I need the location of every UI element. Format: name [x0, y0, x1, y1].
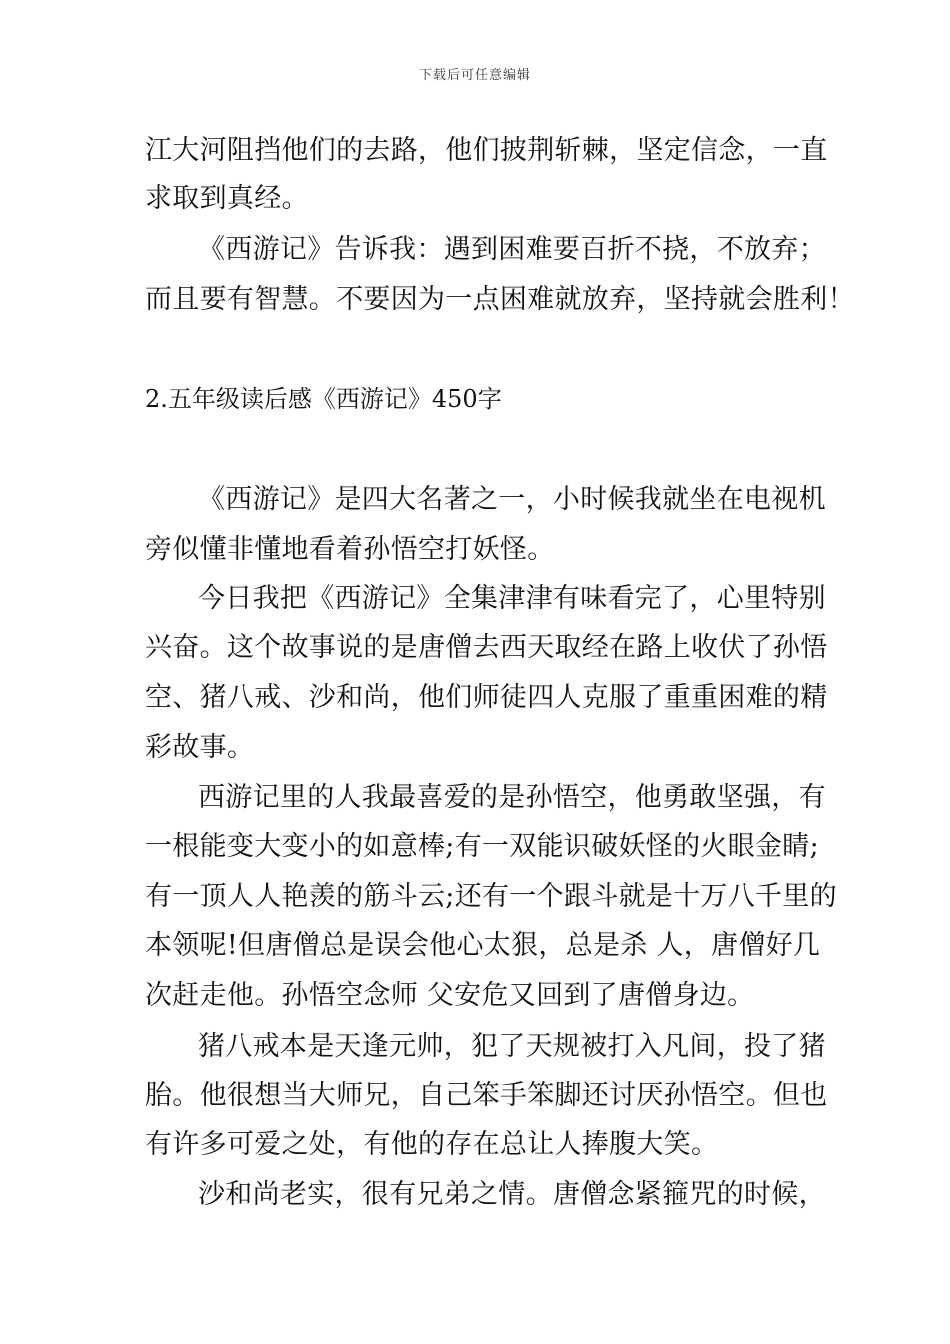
- body-text-line: 今日我把《西游记》全集津津有味看完了，心里特别: [198, 583, 826, 614]
- body-text-line: 《西游记》告诉我：遇到困难要百折不挠，不放弃；: [198, 234, 826, 265]
- body-text-line: 猪八戒本是天逢元帅，犯了天规被打入凡间，投了猪: [198, 1031, 826, 1062]
- body-text-line: 兴奋。这个故事说的是唐僧去西天取经在路上收伏了孙悟: [145, 632, 828, 663]
- body-text-line: 有许多可爱之处，有他的存在总让人捧腹大笑。: [145, 1129, 719, 1160]
- body-text-line: 胎。他很想当大师兄，自己笨手笨脚还讨厌孙悟空。但也: [145, 1080, 828, 1111]
- body-text-line: 本领呢!但唐僧总是误会他心太狠，总是杀 人，唐僧好几: [145, 930, 821, 961]
- body-text-line: 彩故事。: [145, 732, 255, 763]
- body-text-line: 求取到真经。: [145, 183, 309, 214]
- body-text-line: 次赶走他。孙悟空念师 父安危又回到了唐僧身边。: [145, 980, 755, 1011]
- page-header-note: 下载后可任意编辑: [418, 68, 531, 83]
- body-text-line: 有一顶人人艳羡的筋斗云;还有一个跟斗就是十万八千里的: [145, 881, 837, 912]
- body-text-line: 西游记里的人我最喜爱的是孙悟空，他勇敢坚强，有: [198, 782, 826, 813]
- body-text-line: 而且要有智慧。不要因为一点困难就放弃，坚持就会胜利！: [145, 284, 855, 315]
- body-text-line: 江大河阻挡他们的去路，他们披荆斩棘，坚定信念，一直: [145, 135, 828, 166]
- body-text-line: 沙和尚老实，很有兄弟之情。唐僧念紧箍咒的时候，: [198, 1179, 826, 1210]
- body-text-line: 空、猪八戒、沙和尚，他们师徒四人克服了重重困难的精: [145, 682, 828, 713]
- body-text-line: 旁似懂非懂地看着孙悟空打妖怪。: [145, 534, 555, 565]
- body-text-line: 一根能变大变小的如意棒;有一双能识破妖怪的火眼金睛;: [145, 831, 819, 862]
- body-text-line: 《西游记》是四大名著之一，小时候我就坐在电视机: [198, 484, 826, 515]
- section-heading: 2.五年级读后感《西游记》450字: [145, 385, 502, 413]
